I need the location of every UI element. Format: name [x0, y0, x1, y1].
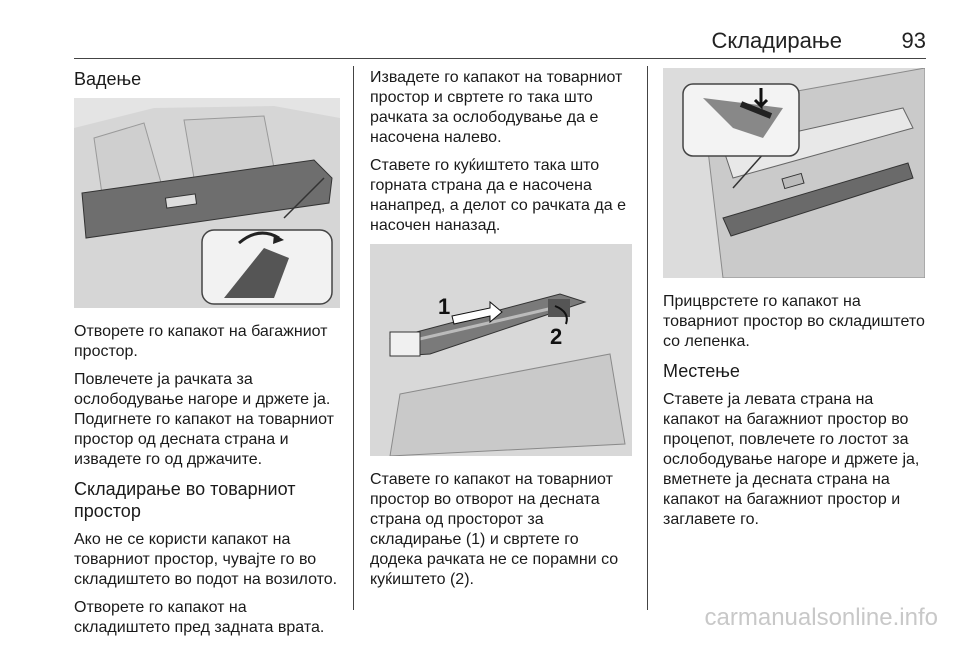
figure-cover-removal [74, 98, 340, 308]
column-divider-2 [647, 66, 648, 610]
column-divider-1 [353, 66, 354, 610]
column-middle [370, 68, 632, 598]
section-heading-installation: Местење [663, 361, 740, 381]
illustration-cover-strap [663, 68, 925, 278]
callout-label-1: 1 [438, 294, 451, 319]
paragraph-open-storage: Отворете го капакот на складиштето пред задната врата. [74, 599, 325, 636]
column-right [663, 68, 926, 538]
figure-cover-strap [663, 68, 925, 278]
paragraph-open-trunk: Отворете го капакот на багажниот простор. [74, 323, 328, 360]
figure-cover-insertion [370, 244, 632, 456]
paragraph-position-housing: Ставете го куќиштето така што горната страна да е насочена нанапред, а делот со рачката да е насочен наназад. [370, 157, 626, 234]
section-heading-storage: Складирање во товарниот простор [74, 479, 296, 521]
illustration-cover-insertion [370, 244, 632, 456]
column-left [74, 68, 342, 646]
paragraph-secure-cover: Прицврстете го капакот на товарниот простор во складиштето со лепенка. [663, 293, 925, 350]
page-number: 93 [901, 28, 926, 53]
paragraph-insert-cover: Ставете го капакот на товарниот простор во отворот на десната страна од просторот за складирање (1) и свртете го додека рачката не се порамни со куќиштето (2). [370, 471, 619, 588]
paragraph-lift-cover: Повлечете ја рачката за ослободување нагоре и држете ја. Подигнете го капакот на товарниот простор од десната страна и извадете го од држачите. [74, 371, 334, 468]
paragraph-remove-cover: Извадете го капакот на товарниот простор и свртете го така што рачката за ослободување да е насочена налево. [370, 69, 623, 146]
footer-watermark: carmanualsonline.info [704, 604, 938, 631]
illustration-cover-removal [74, 98, 340, 308]
paragraph-install-cover: Ставете ја левата страна на капакот на багажниот простор во процепот, повлечете го лостот за ослободување нагоре и држете ја, вметнете ја десната страна на капакот на багажниот простор и заглавете го. [663, 391, 920, 528]
callout-label-2: 2 [550, 324, 563, 349]
page-header [0, 22, 960, 56]
section-heading-removal: Вадење [74, 69, 142, 89]
paragraph-store-cover: Ако не се користи капакот на товарниот простор, чувајте го во складиштето во подот на возилото. [74, 531, 338, 588]
header-rule [74, 58, 926, 59]
chapter-title: Складирање [711, 28, 842, 53]
